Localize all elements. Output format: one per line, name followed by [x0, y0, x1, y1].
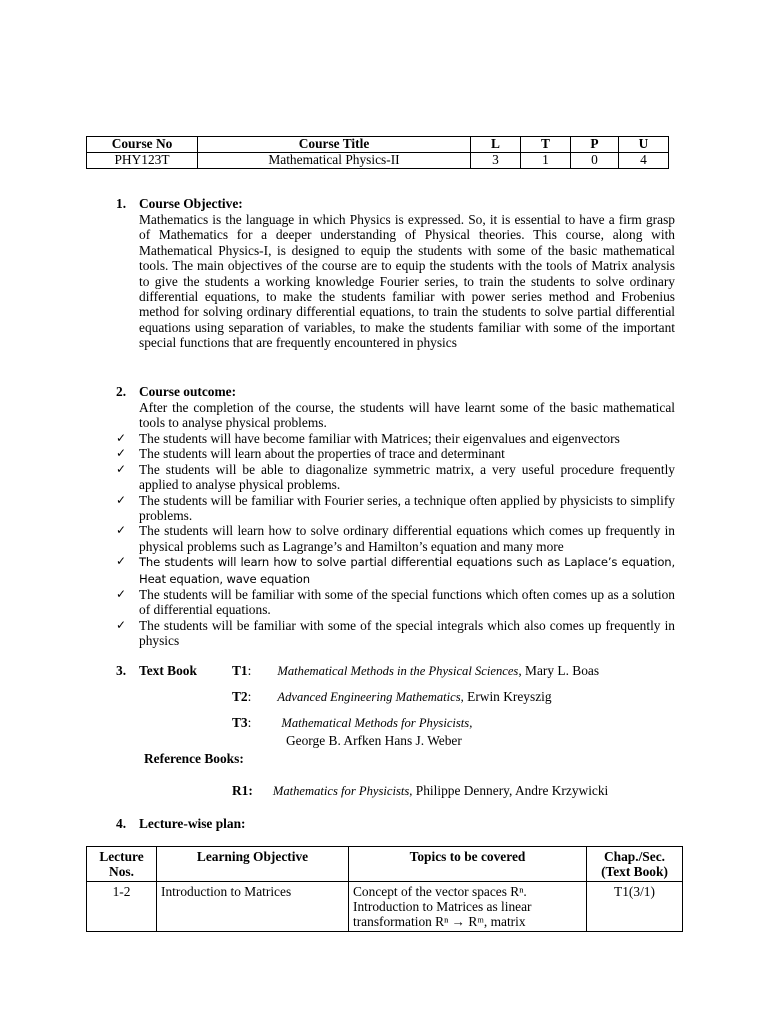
section-heading: Lecture-wise plan:	[139, 816, 246, 831]
list-item	[116, 618, 675, 649]
check-icon: ✓	[116, 446, 127, 461]
list-item	[116, 462, 675, 493]
course-p: 0	[571, 153, 619, 169]
book-author: Philippe Dennery, Andre Krzywicki	[415, 783, 609, 798]
header-l: L	[471, 137, 521, 153]
check-icon: ✓	[116, 461, 127, 476]
header-chapter-section: Chap./Sec. (Text Book)	[587, 847, 683, 882]
section-number: 1.	[116, 196, 127, 211]
book-title: Mathematical Methods in the Physical Sciences	[277, 664, 519, 678]
table-row	[87, 882, 683, 932]
course-table-row	[87, 153, 669, 169]
header-learning-objective: Learning Objective	[157, 847, 349, 882]
course-title: Mathematical Physics-II	[198, 153, 471, 169]
list-item	[116, 554, 675, 587]
course-t: 1	[521, 153, 571, 169]
outcome-item-text: The students will learn how to solve partial differential equations such as Laplace’s equation, Heat equation, wave equation	[139, 555, 675, 586]
book-author: Erwin Kreyszig	[467, 689, 552, 704]
section-number: 4.	[116, 816, 127, 831]
outcome-intro: After the completion of the course, the students will have learnt some of the basic mathematical tools to analyse physical problems.	[139, 400, 675, 431]
lecture-table-header-row	[87, 847, 683, 882]
outcome-item-text: The students will be familiar with Fourier series, a technique often applied by physicists to simplify problems.	[139, 492, 675, 524]
check-icon: ✓	[116, 523, 127, 538]
check-icon: ✓	[116, 431, 127, 445]
textbook-t3-author: George B. Arfken Hans J. Weber	[286, 733, 462, 748]
section-text-books	[116, 663, 676, 803]
check-icon: ✓	[116, 554, 127, 569]
book-author: Mary L. Boas	[525, 663, 600, 678]
check-icon: ✓	[116, 492, 127, 507]
check-icon: ✓	[116, 617, 127, 632]
lecture-number: 1-2	[87, 882, 157, 932]
book-key: T1	[232, 663, 248, 678]
outcome-item-text: The students will learn how to solve ordinary differential equations which comes up frequently in physical problems such as Lagrange’s and Hamilton’s equation and many more	[139, 523, 675, 554]
list-item	[116, 446, 675, 461]
course-info-table	[86, 136, 669, 169]
course-no: PHY123T	[87, 153, 198, 169]
list-item	[116, 431, 675, 446]
outcome-item-text: The students will be familiar with some of the special integrals which also comes up frequently in physics	[139, 617, 675, 649]
list-item	[116, 587, 675, 618]
course-l: 3	[471, 153, 521, 169]
section-heading: Text Book	[139, 663, 197, 678]
header-course-no: Course No	[87, 137, 198, 153]
header-lecture-nos: Lecture Nos.	[87, 847, 157, 882]
lecture-plan-table	[86, 846, 683, 932]
section-heading: Course outcome:	[139, 384, 237, 399]
book-title: Mathematics for Physicists,	[272, 784, 413, 798]
section-number: 2.	[116, 384, 127, 399]
outcome-item-text: The students will learn about the properties of trace and determinant	[139, 446, 505, 462]
learning-objective: Introduction to Matrices	[157, 882, 349, 932]
section-heading: Course Objective:	[139, 196, 243, 211]
reference-books-heading: Reference Books:	[144, 751, 244, 766]
book-key: R1:	[232, 783, 253, 798]
section-number: 3.	[116, 663, 127, 678]
objective-paragraph: Mathematics is the language in which Physics is expressed. So, it is essential to have a firm grasp of Mathematics for a deeper understanding of Physical theories. This course, along with Mathematical Physics-I, is designed to equip the students with some of the basic mathematical tools. The main objectives of the course are to equip the students with the tools of Matrix analysis to give the students a working knowledge Fourier series, to train the students to solve ordinary differential equations, to make the students familiar with power series method and Frobenius method for solving ordinary differential equations, to train the students to solve partial differential equations using separation of variables, to make the students familiar with some of the important special functions that are frequently encountered in physics	[139, 212, 675, 351]
book-title: Mathematical Methods for Physicists,	[281, 716, 473, 730]
check-icon: ✓	[116, 587, 127, 602]
course-table-header-row	[87, 137, 669, 153]
outcome-item-text: The students will be familiar with some of the special functions which often comes up as a solution of differential equations.	[139, 587, 675, 618]
list-item	[116, 493, 675, 524]
header-u: U	[619, 137, 669, 153]
book-title: Advanced Engineering Mathematics,	[277, 690, 464, 704]
outcome-item-text: The students will be able to diagonalize symmetric matrix, a very useful procedure frequently applied to analyse physical problems.	[139, 461, 675, 493]
header-topics: Topics to be covered	[349, 847, 587, 882]
book-key: T3	[232, 715, 248, 730]
outcome-item-text: The students will have become familiar with Matrices; their eigenvalues and eigenvectors	[139, 431, 620, 446]
course-u: 4	[619, 153, 669, 169]
textbook-t2: T2: Advanced Engineering Mathematics, Erwin Kreyszig	[232, 689, 552, 704]
book-key: T2	[232, 689, 248, 704]
reference-r1	[232, 783, 608, 799]
chapter-section: T1(3/1)	[587, 882, 683, 932]
header-p: P	[571, 137, 619, 153]
textbook-t1: T1: Mathematical Methods in the Physical Sciences, Mary L. Boas	[232, 663, 600, 678]
header-course-title: Course Title	[198, 137, 471, 153]
textbook-t3: T3: Mathematical Methods for Physicists,	[232, 715, 473, 730]
topics-covered: Concept of the vector spaces Rⁿ. Introduction to Matrices as linear transformation Rⁿ → Rᵐ, matrix	[349, 882, 587, 932]
header-t: T	[521, 137, 571, 153]
outcome-list	[116, 431, 675, 649]
list-item	[116, 523, 675, 554]
